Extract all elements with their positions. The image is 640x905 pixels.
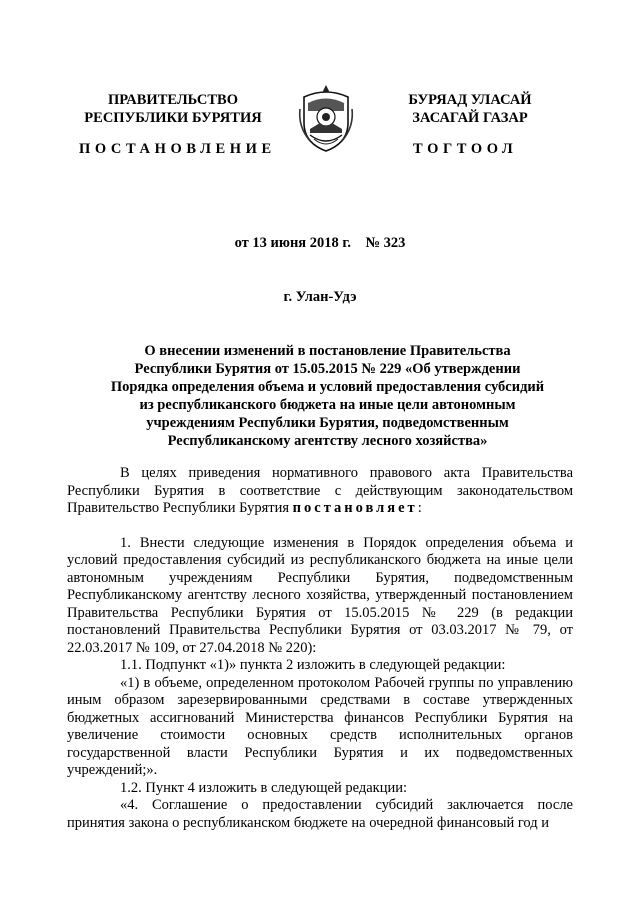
header-right-line1: БУРЯАД УЛАСАЙ xyxy=(408,92,532,108)
header-right-block xyxy=(370,91,570,127)
header-right-line2: ЗАСАГАЙ ГАЗАР xyxy=(412,110,528,126)
document-body xyxy=(67,465,573,832)
preamble-paragraph xyxy=(67,465,573,518)
paragraph-1-1-quote: «1) в объеме, определенном протоколом Рабочей группы по управлению иным образом зарезервированными средствами в составе утвержденных бюджетных ассигнований Министерства финансов Республики Бурятия на увеличение стоимости основных средств исполнительных органов государственной власти Республики Бурятия и их подведомственных учреждений;». xyxy=(67,674,573,778)
header-left-line1: ПРАВИТЕЛЬСТВО xyxy=(108,92,238,108)
preamble-text: В целях приведения нормативного правового акта Правительства Республики Бурятия в соответствие с действующим законодательством Правительство Республики Бурятия xyxy=(67,465,573,516)
doc-type-ru: ПОСТАНОВЛЕНИЕ xyxy=(79,141,276,157)
title-line: О внесении изменений в постановление Правительства xyxy=(144,343,511,359)
header-left-block xyxy=(58,91,288,127)
paragraph-1-2-quote: «4. Соглашение о предоставлении субсидий заключается после принятия закона о республиканском бюджете на очередной финансовый год и xyxy=(67,797,573,831)
title-line: Порядка определения объема и условий предоставления субсидий xyxy=(110,379,545,395)
document-title xyxy=(60,342,595,450)
title-line: Республиканскому агентству лесного хозяйства» xyxy=(167,433,488,449)
paragraph-1-2: 1.2. Пункт 4 изложить в следующей редакции: xyxy=(120,779,408,796)
title-line: учреждениям Республики Бурятия, подведомственным xyxy=(146,415,509,431)
date-number-line: от 13 июня 2018 г. № 323 xyxy=(234,235,406,251)
paragraph-1-1: 1.1. Подпункт «1)» пункта 2 изложить в следующей редакции: xyxy=(120,657,506,673)
city-line: г. Улан-Удэ xyxy=(283,289,357,305)
preamble-emphasis: постановляет xyxy=(292,500,418,516)
paragraph-1: 1. Внести следующие изменения в Порядок определения объема и условий предоставления субсидий из республиканского бюджета на иные цели автономным учреждениям Республики Бурятия, подведомственным Республиканскому агентству лесного хозяйства, утвержденный постановлением Правительства Республики Бурятия от 15.05.2015 № 229 (в редакции постановлений Правительства Республики Бурятия от 03.03.2017 № 79, от 22.03.2017 № 109, от 27.04.2018 № 220): xyxy=(67,534,573,656)
preamble-end: : xyxy=(417,500,422,516)
title-line: Республики Бурятия от 15.05.2015 № 229 «Об утверждении xyxy=(134,361,521,377)
header-left-line2: РЕСПУБЛИКИ БУРЯТИЯ xyxy=(84,110,262,126)
title-line: из республиканского бюджета на иные цели автономным xyxy=(139,397,516,413)
doc-type-bu: ТОГТООЛ xyxy=(413,141,518,157)
coat-of-arms-icon xyxy=(296,83,356,153)
